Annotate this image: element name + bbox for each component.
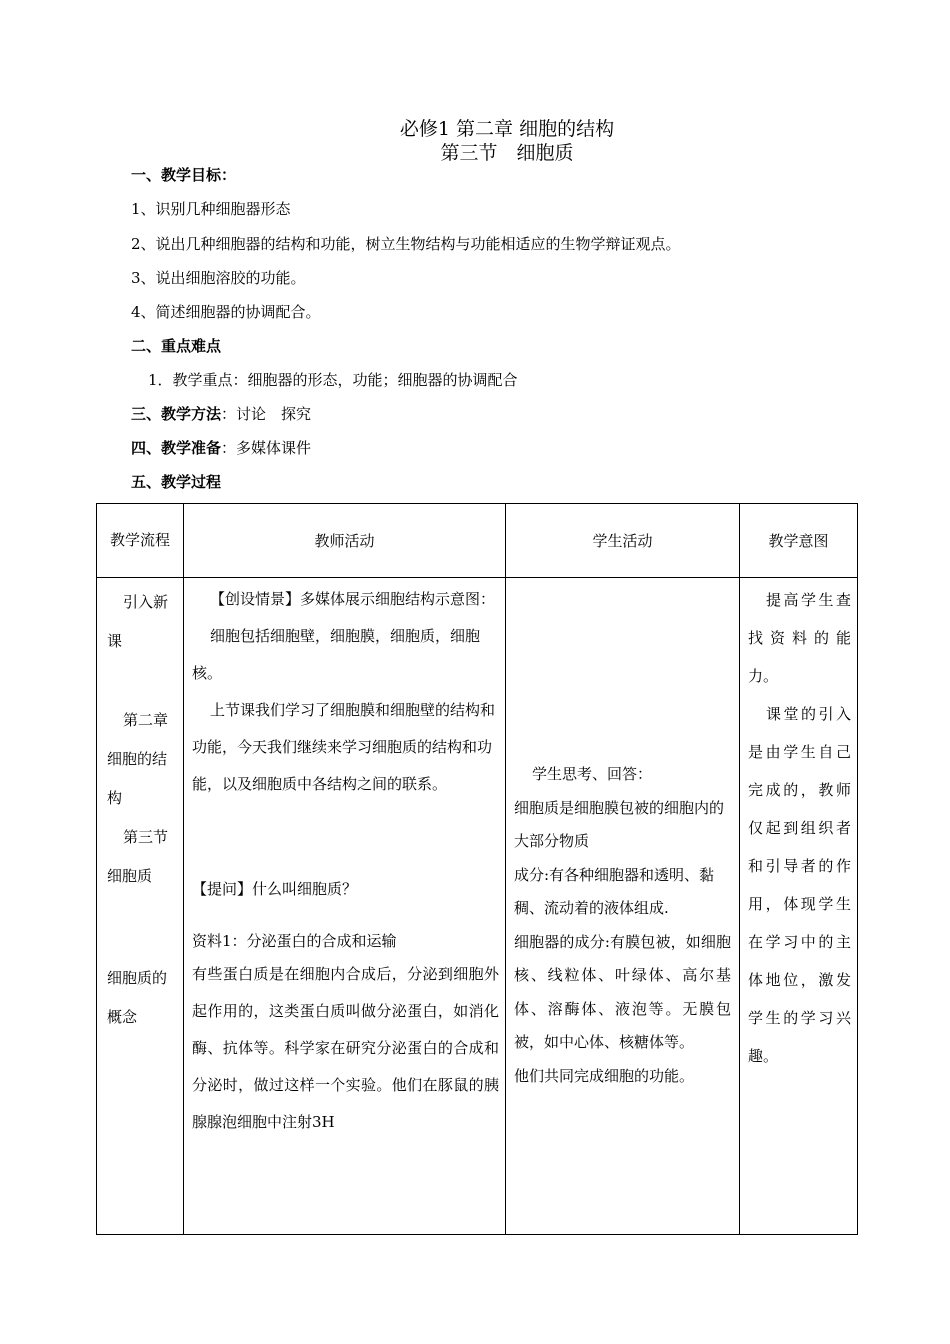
key-point: 1．教学重点：细胞器的形态，功能；细胞器的协调配合 <box>148 371 518 389</box>
header-teacher: 教师活动 <box>184 504 506 578</box>
header-flow-label: 教学流程 <box>110 531 171 549</box>
objective-4: 4、简述细胞器的协调配合。 <box>131 303 321 321</box>
objectives-heading: 一、教学目标： <box>131 166 237 184</box>
objective-2: 2、说出几种细胞器的结构和功能，树立生物结构与功能相适应的生物学辩证观点。 <box>131 235 681 253</box>
document-title: 必修1 第二章 细胞的结构 <box>399 118 615 140</box>
resource-title: 资料1：分泌蛋白的合成和运输 <box>192 932 397 950</box>
prep-value: ：多媒体课件 <box>221 439 312 457</box>
objective-1: 1、识别几种细胞器形态 <box>131 200 291 218</box>
header-flow <box>97 504 184 578</box>
student-s1: 学生思考、回答： <box>532 765 653 783</box>
prep-label: 四、教学准备 <box>131 439 222 457</box>
teacher-p1: 【创设情景】多媒体展示细胞结构示意图： <box>210 590 496 608</box>
flow-cell <box>97 578 184 1235</box>
table-header-row <box>97 504 858 578</box>
objective-3: 3、说出细胞溶胶的功能。 <box>131 269 306 287</box>
teacher-question: 【提问】什么叫细胞质？ <box>192 880 358 898</box>
intent-i2: 课堂的引入是由学生自己完成的，教师仅起到组织者和引导者的作用，体现学生在学习中的主体地位，激发学生的学习兴趣。 <box>748 705 851 1065</box>
teacher-p2: 细胞包括细胞壁，细胞膜，细胞质，细胞核。 <box>192 627 481 682</box>
student-cell <box>506 578 740 1235</box>
flow-chapter: 第二章细胞的结构 <box>107 711 169 807</box>
teacher-cell <box>184 578 506 1235</box>
method-label: 三、教学方法 <box>131 405 222 423</box>
flow-section: 第三节细胞质 <box>107 828 169 885</box>
section-title: 第三节 细胞质 <box>440 142 574 164</box>
process-table <box>96 503 858 1235</box>
table-row <box>97 578 858 1235</box>
intent-cell <box>740 578 858 1235</box>
flow-concept: 细胞质的概念 <box>107 969 168 1026</box>
flow-intro: 引入新课 <box>107 593 169 650</box>
student-s2: 细胞质是细胞膜包被的细胞内的大部分物质 <box>514 798 725 850</box>
header-student: 学生活动 <box>506 504 740 578</box>
teacher-p3: 上节课我们学习了细胞膜和细胞壁的结构和功能，今天我们继续来学习细胞质的结构和功能，以及细胞质中各结构之间的联系。 <box>192 701 496 793</box>
header-intent: 教学意图 <box>740 504 858 578</box>
method-value: ：讨论 探究 <box>221 405 312 423</box>
prep-line <box>131 437 311 458</box>
resource-body: 有些蛋白质是在细胞内合成后，分泌到细胞外起作用的，这类蛋白质叫做分泌蛋白，如消化酶、抗体等。科学家在研究分泌蛋白的合成和分泌时，做过这样一个实验。他们在豚鼠的胰腺腺泡细胞中注射3H <box>192 965 499 1131</box>
method-line <box>131 403 311 424</box>
student-s5: 他们共同完成细胞的功能。 <box>514 1066 695 1085</box>
student-s3: 成分:有各种细胞器和透明、黏稠、流动着的液体组成. <box>514 865 715 917</box>
student-s4: 细胞器的成分:有膜包被，如细胞核、线粒体、叶绿体、高尔基体、溶酶体、液泡等。无膜包被，如中心体、核糖体等。 <box>514 932 731 1051</box>
process-heading: 五、教学过程 <box>131 473 222 491</box>
key-heading: 二、重点难点 <box>131 337 222 355</box>
intent-i1: 提高学生查找资料的能力。 <box>748 591 851 685</box>
